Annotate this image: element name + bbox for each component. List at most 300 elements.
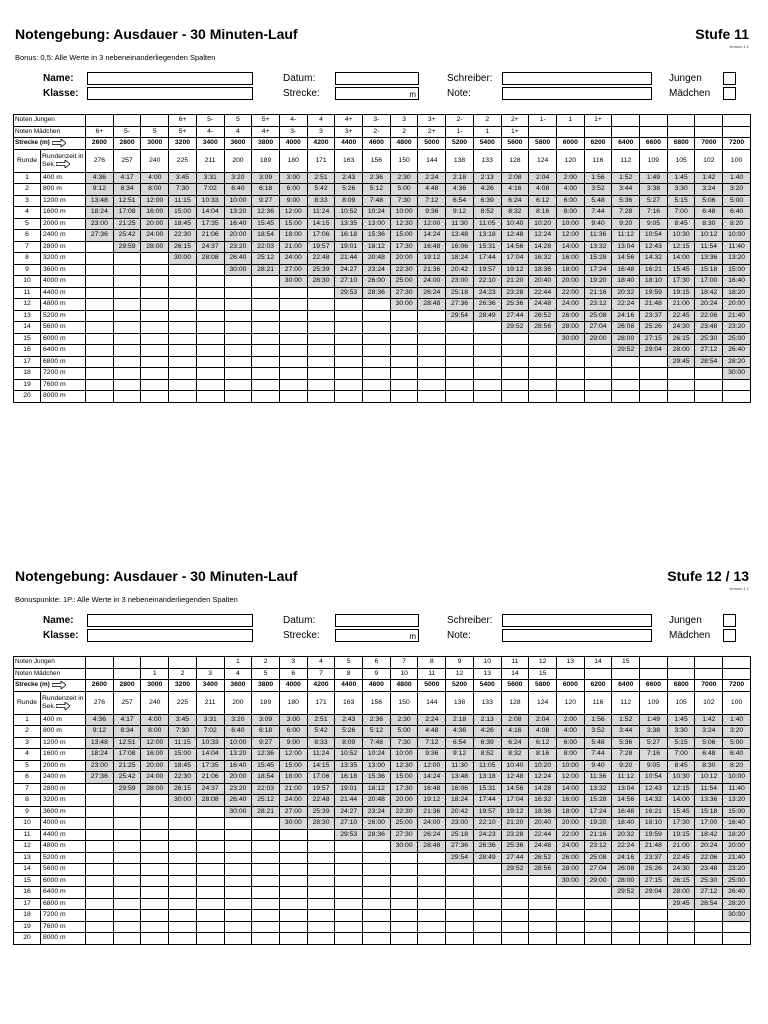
time-cell: 25:36 — [501, 841, 529, 853]
time-cell: 19:59 — [640, 829, 668, 841]
time-cell: 4:16 — [501, 184, 529, 196]
time-cell: 19:12 — [501, 806, 529, 818]
time-cell — [141, 852, 169, 864]
time-cell: 23:00 — [446, 276, 474, 288]
time-cell: 8:33 — [307, 195, 335, 207]
strecke-value: 3000 — [141, 680, 169, 692]
strecke-field[interactable] — [335, 87, 419, 100]
lap-row — [14, 207, 751, 219]
time-cell: 19:57 — [473, 264, 501, 276]
rundenzeit-value: 200 — [224, 691, 252, 714]
time-cell: 3:31 — [196, 172, 224, 184]
lap-distance: 5600 m — [41, 864, 86, 876]
time-cell: 7:30 — [169, 184, 197, 196]
time-cell: 15:00 — [723, 806, 751, 818]
rundenzeit-value: 120 — [556, 691, 584, 714]
time-cell: 18:10 — [640, 818, 668, 830]
noten-maedchen-cell: 10 — [390, 668, 418, 680]
time-cell: 5:00 — [390, 726, 418, 738]
rundenzeit-header-label: Rundenzeit in Sek. — [42, 153, 84, 168]
time-cell — [196, 933, 224, 945]
jungen-checkbox[interactable] — [723, 72, 736, 85]
noten-maedchen-cell — [695, 126, 723, 138]
time-cell — [363, 852, 391, 864]
lap-number: 17 — [14, 898, 41, 910]
strecke-value: 2800 — [113, 138, 141, 150]
time-cell: 10:12 — [695, 772, 723, 784]
strecke-value: 3800 — [252, 680, 280, 692]
time-cell: 14:24 — [418, 772, 446, 784]
time-cell: 27:04 — [584, 864, 612, 876]
time-cell — [279, 310, 307, 322]
time-cell: 21:40 — [723, 852, 751, 864]
time-cell: 23:24 — [363, 806, 391, 818]
time-cell: 15:18 — [695, 806, 723, 818]
klasse-field[interactable] — [87, 629, 253, 642]
time-cell — [86, 241, 114, 253]
time-cell: 14:04 — [196, 207, 224, 219]
time-cell: 4:48 — [418, 726, 446, 738]
time-cell: 14:00 — [556, 241, 584, 253]
time-cell: 22:03 — [252, 783, 280, 795]
time-cell: 28:49 — [473, 852, 501, 864]
lap-row — [14, 714, 751, 726]
time-cell: 20:40 — [529, 276, 557, 288]
time-cell: 28:48 — [418, 841, 446, 853]
time-cell: 18:10 — [640, 276, 668, 288]
time-cell — [141, 806, 169, 818]
time-cell — [86, 356, 114, 368]
time-cell — [224, 345, 252, 357]
time-cell: 28:54 — [695, 356, 723, 368]
time-cell: 8:30 — [695, 760, 723, 772]
time-cell: 24:27 — [335, 806, 363, 818]
datum-field[interactable] — [335, 72, 419, 85]
time-cell: 10:54 — [640, 230, 668, 242]
time-cell: 22:10 — [473, 276, 501, 288]
noten-jungen-cell — [640, 115, 668, 127]
time-cell: 8:00 — [141, 726, 169, 738]
time-cell: 15:36 — [363, 230, 391, 242]
time-cell: 20:00 — [141, 218, 169, 230]
time-cell: 11:24 — [307, 749, 335, 761]
time-cell: 26:15 — [667, 875, 695, 887]
lap-row — [14, 841, 751, 853]
time-cell — [363, 322, 391, 334]
noten-jungen-cell: 5- — [196, 115, 224, 127]
time-cell: 28:00 — [612, 333, 640, 345]
time-cell: 19:20 — [584, 276, 612, 288]
time-cell — [363, 933, 391, 945]
time-cell — [86, 852, 114, 864]
lap-distance: 2400 m — [41, 230, 86, 242]
time-cell — [418, 322, 446, 334]
time-cell — [224, 356, 252, 368]
time-cell: 5:48 — [584, 737, 612, 749]
time-cell — [473, 898, 501, 910]
time-cell: 28:56 — [529, 864, 557, 876]
time-cell: 12:51 — [113, 195, 141, 207]
rundenzeit-value: 109 — [640, 691, 668, 714]
time-cell: 24:00 — [141, 230, 169, 242]
time-cell — [307, 345, 335, 357]
time-cell: 25:12 — [252, 795, 280, 807]
stufe-label: Stufe 11 — [695, 26, 749, 42]
strecke-value: 4200 — [307, 138, 335, 150]
lap-number: 2 — [14, 184, 41, 196]
time-cell: 5:06 — [695, 737, 723, 749]
rundenzeit-value: 144 — [418, 149, 446, 172]
time-cell — [307, 322, 335, 334]
time-cell: 11:05 — [473, 218, 501, 230]
lap-distance: 800 m — [41, 726, 86, 738]
lap-number: 1 — [14, 714, 41, 726]
time-cell: 7:12 — [418, 737, 446, 749]
note-label: Note: — [447, 630, 471, 641]
noten-jungen-cell: 8 — [418, 657, 446, 669]
time-cell — [418, 333, 446, 345]
time-cell — [113, 806, 141, 818]
rundenzeit-value: 133 — [473, 691, 501, 714]
time-cell — [141, 829, 169, 841]
time-cell — [612, 356, 640, 368]
time-cell — [446, 391, 474, 403]
time-cell — [86, 806, 114, 818]
time-cell: 20:00 — [723, 299, 751, 311]
time-cell: 12:15 — [667, 783, 695, 795]
time-cell — [169, 264, 197, 276]
time-cell: 22:48 — [307, 253, 335, 265]
time-cell — [196, 299, 224, 311]
time-cell — [252, 379, 280, 391]
time-cell: 11:12 — [612, 230, 640, 242]
time-cell: 8:32 — [501, 207, 529, 219]
time-cell — [335, 864, 363, 876]
time-cell — [473, 379, 501, 391]
jungen-label: Jungen — [669, 615, 702, 626]
lap-distance: 400 m — [41, 172, 86, 184]
time-cell: 10:40 — [501, 218, 529, 230]
time-cell: 13:00 — [363, 218, 391, 230]
time-cell — [446, 356, 474, 368]
time-cell — [307, 933, 335, 945]
maedchen-checkbox[interactable] — [723, 87, 736, 100]
time-cell — [224, 875, 252, 887]
time-cell: 29:52 — [612, 887, 640, 899]
time-cell: 26:15 — [169, 241, 197, 253]
time-cell: 18:40 — [612, 276, 640, 288]
time-cell: 28:30 — [307, 818, 335, 830]
noten-maedchen-cell: 13 — [473, 668, 501, 680]
time-cell: 20:40 — [529, 818, 557, 830]
lap-row — [14, 276, 751, 288]
strecke-unit: m — [409, 90, 416, 99]
time-cell — [335, 898, 363, 910]
lap-row — [14, 241, 751, 253]
strecke-value: 4800 — [390, 680, 418, 692]
time-cell: 3:38 — [640, 184, 668, 196]
lap-row — [14, 310, 751, 322]
time-cell — [473, 875, 501, 887]
lap-distance: 1200 m — [41, 195, 86, 207]
time-cell: 13:48 — [446, 230, 474, 242]
note-field[interactable] — [502, 87, 652, 100]
maedchen-checkbox[interactable] — [723, 629, 736, 642]
time-cell: 10:40 — [501, 760, 529, 772]
name-label: Name: — [43, 73, 74, 84]
lap-distance: 6800 m — [41, 898, 86, 910]
time-cell: 1:52 — [612, 172, 640, 184]
strecke-value: 4800 — [390, 138, 418, 150]
klasse-field[interactable] — [87, 87, 253, 100]
time-cell — [141, 322, 169, 334]
rundenzeit-value: 112 — [612, 691, 640, 714]
time-cell — [363, 864, 391, 876]
noten-maedchen-cell: 3- — [279, 126, 307, 138]
time-cell — [279, 345, 307, 357]
lap-number: 4 — [14, 207, 41, 219]
time-cell: 26:00 — [556, 852, 584, 864]
time-cell — [252, 299, 280, 311]
time-cell: 8:20 — [723, 218, 751, 230]
strecke-value: 6000 — [556, 138, 584, 150]
jungen-checkbox[interactable] — [723, 614, 736, 627]
strecke-value: 6600 — [640, 680, 668, 692]
time-cell — [556, 391, 584, 403]
noten-jungen-cell: 6+ — [169, 115, 197, 127]
time-cell — [612, 921, 640, 933]
lap-number: 20 — [14, 933, 41, 945]
time-cell: 5:27 — [640, 195, 668, 207]
noten-jungen-cell: 3 — [279, 657, 307, 669]
time-cell — [169, 921, 197, 933]
time-cell: 25:39 — [307, 264, 335, 276]
time-cell: 14:00 — [556, 783, 584, 795]
time-cell: 26:40 — [723, 887, 751, 899]
noten-jungen-cell — [640, 657, 668, 669]
time-cell: 22:06 — [695, 310, 723, 322]
strecke-unit: m — [409, 632, 416, 641]
strecke-value: 7200 — [723, 138, 751, 150]
time-cell: 27:36 — [86, 772, 114, 784]
time-cell — [307, 841, 335, 853]
rundenzeit-value: 120 — [556, 149, 584, 172]
time-cell: 3:44 — [612, 726, 640, 738]
time-cell: 10:52 — [335, 207, 363, 219]
time-cell: 17:30 — [390, 783, 418, 795]
noten-maedchen-label: Noten Mädchen — [14, 126, 86, 138]
lap-distance: 1600 m — [41, 207, 86, 219]
lap-row — [14, 829, 751, 841]
time-cell — [335, 299, 363, 311]
time-cell — [418, 887, 446, 899]
time-cell: 25:08 — [584, 852, 612, 864]
time-cell: 25:39 — [307, 806, 335, 818]
time-cell — [141, 391, 169, 403]
time-cell: 16:32 — [529, 795, 557, 807]
time-cell — [252, 287, 280, 299]
noten-maedchen-cell: 3 — [307, 126, 335, 138]
strecke-value: 6400 — [612, 138, 640, 150]
time-cell — [224, 921, 252, 933]
rundenzeit-value: 105 — [667, 149, 695, 172]
time-cell: 24:00 — [556, 841, 584, 853]
time-cell — [141, 356, 169, 368]
time-cell: 18:00 — [556, 264, 584, 276]
strecke-value: 3200 — [169, 138, 197, 150]
time-cell — [113, 795, 141, 807]
time-cell: 4:36 — [86, 714, 114, 726]
time-cell — [169, 322, 197, 334]
time-cell — [252, 875, 280, 887]
rundenzeit-value: 105 — [667, 691, 695, 714]
time-cell — [169, 852, 197, 864]
time-cell: 17:35 — [196, 218, 224, 230]
time-cell — [584, 898, 612, 910]
time-cell: 9:12 — [86, 184, 114, 196]
rundenzeit-value: 102 — [695, 691, 723, 714]
rundenzeit-value: 276 — [86, 149, 114, 172]
datum-field[interactable] — [335, 614, 419, 627]
strecke-row — [14, 680, 751, 692]
time-cell — [556, 933, 584, 945]
time-cell: 21:00 — [279, 241, 307, 253]
right-arrow-icon — [56, 160, 70, 168]
time-cell — [196, 852, 224, 864]
time-cell: 3:20 — [224, 172, 252, 184]
time-cell: 29:00 — [584, 333, 612, 345]
note-field[interactable] — [502, 629, 652, 642]
time-cell: 14:56 — [501, 783, 529, 795]
time-cell — [584, 345, 612, 357]
noten-jungen-cell: 5 — [224, 115, 252, 127]
stufe-label: Stufe 12 / 13 — [667, 568, 749, 584]
time-cell — [224, 829, 252, 841]
time-cell: 4:00 — [556, 726, 584, 738]
time-cell: 21:40 — [723, 310, 751, 322]
time-cell: 23:48 — [695, 864, 723, 876]
noten-jungen-cell: 2 — [252, 657, 280, 669]
time-cell: 25:30 — [695, 333, 723, 345]
time-cell — [640, 921, 668, 933]
strecke-label: Strecke: — [283, 88, 320, 99]
name-field[interactable] — [87, 72, 253, 85]
time-cell: 1:56 — [584, 172, 612, 184]
strecke-header — [14, 680, 86, 692]
time-cell: 21:36 — [418, 806, 446, 818]
schreiber-field[interactable] — [502, 614, 652, 627]
time-cell — [723, 379, 751, 391]
strecke-field[interactable] — [335, 629, 419, 642]
lap-row — [14, 933, 751, 945]
time-cell: 8:34 — [113, 184, 141, 196]
time-cell: 27:10 — [335, 818, 363, 830]
lap-number: 5 — [14, 760, 41, 772]
noten-maedchen-cell: 4+ — [252, 126, 280, 138]
time-cell — [335, 368, 363, 380]
time-cell: 9:20 — [612, 218, 640, 230]
time-cell — [556, 921, 584, 933]
time-cell: 29:45 — [667, 898, 695, 910]
time-cell — [418, 898, 446, 910]
time-cell: 6:40 — [224, 726, 252, 738]
rundenzeit-value: 156 — [363, 149, 391, 172]
time-cell: 12:00 — [418, 760, 446, 772]
noten-maedchen-cell: 5- — [113, 126, 141, 138]
time-cell: 23:12 — [584, 841, 612, 853]
time-cell: 2:43 — [335, 714, 363, 726]
time-cell: 15:00 — [169, 749, 197, 761]
lap-row — [14, 333, 751, 345]
time-cell: 22:03 — [252, 241, 280, 253]
time-cell: 10:33 — [196, 195, 224, 207]
time-cell: 18:45 — [169, 760, 197, 772]
noten-maedchen-cell: 7 — [307, 668, 335, 680]
time-cell — [224, 310, 252, 322]
time-cell: 10:00 — [224, 195, 252, 207]
time-cell — [113, 322, 141, 334]
lap-number: 17 — [14, 356, 41, 368]
lap-distance: 5200 m — [41, 852, 86, 864]
time-cell: 23:20 — [723, 864, 751, 876]
time-cell: 28:20 — [723, 898, 751, 910]
time-cell: 24:30 — [667, 864, 695, 876]
version-label: Version 1.1 — [728, 586, 749, 591]
time-cell: 6:00 — [556, 737, 584, 749]
time-cell: 23:20 — [224, 783, 252, 795]
strecke-value: 5600 — [501, 680, 529, 692]
noten-jungen-cell: 2 — [473, 115, 501, 127]
time-cell: 2:13 — [473, 714, 501, 726]
time-cell — [390, 345, 418, 357]
time-cell — [224, 841, 252, 853]
time-cell: 7:00 — [667, 207, 695, 219]
noten-maedchen-row — [14, 668, 751, 680]
time-cell: 20:00 — [141, 760, 169, 772]
time-cell: 20:00 — [556, 276, 584, 288]
lap-number: 9 — [14, 806, 41, 818]
time-cell — [307, 921, 335, 933]
time-cell: 4:08 — [529, 726, 557, 738]
noten-maedchen-cell — [723, 126, 751, 138]
time-cell — [529, 910, 557, 922]
time-cell: 30:00 — [723, 368, 751, 380]
time-cell — [667, 910, 695, 922]
time-cell — [335, 391, 363, 403]
lap-number: 2 — [14, 726, 41, 738]
noten-jungen-cell: 4 — [307, 657, 335, 669]
time-cell: 15:45 — [667, 806, 695, 818]
time-cell: 18:36 — [529, 264, 557, 276]
schreiber-field[interactable] — [502, 72, 652, 85]
time-cell: 4:08 — [529, 184, 557, 196]
time-cell: 2:00 — [556, 714, 584, 726]
rundenzeit-value: 112 — [612, 149, 640, 172]
time-cell — [169, 864, 197, 876]
name-field[interactable] — [87, 614, 253, 627]
time-cell — [307, 368, 335, 380]
time-cell: 16:48 — [612, 806, 640, 818]
time-cell — [86, 875, 114, 887]
time-cell: 3:30 — [667, 184, 695, 196]
rundenzeit-header — [41, 691, 86, 714]
time-cell: 1:49 — [640, 714, 668, 726]
strecke-value: 5800 — [529, 138, 557, 150]
time-cell: 14:00 — [667, 795, 695, 807]
rundenzeit-value: 100 — [723, 149, 751, 172]
time-cell — [113, 829, 141, 841]
lap-row — [14, 368, 751, 380]
